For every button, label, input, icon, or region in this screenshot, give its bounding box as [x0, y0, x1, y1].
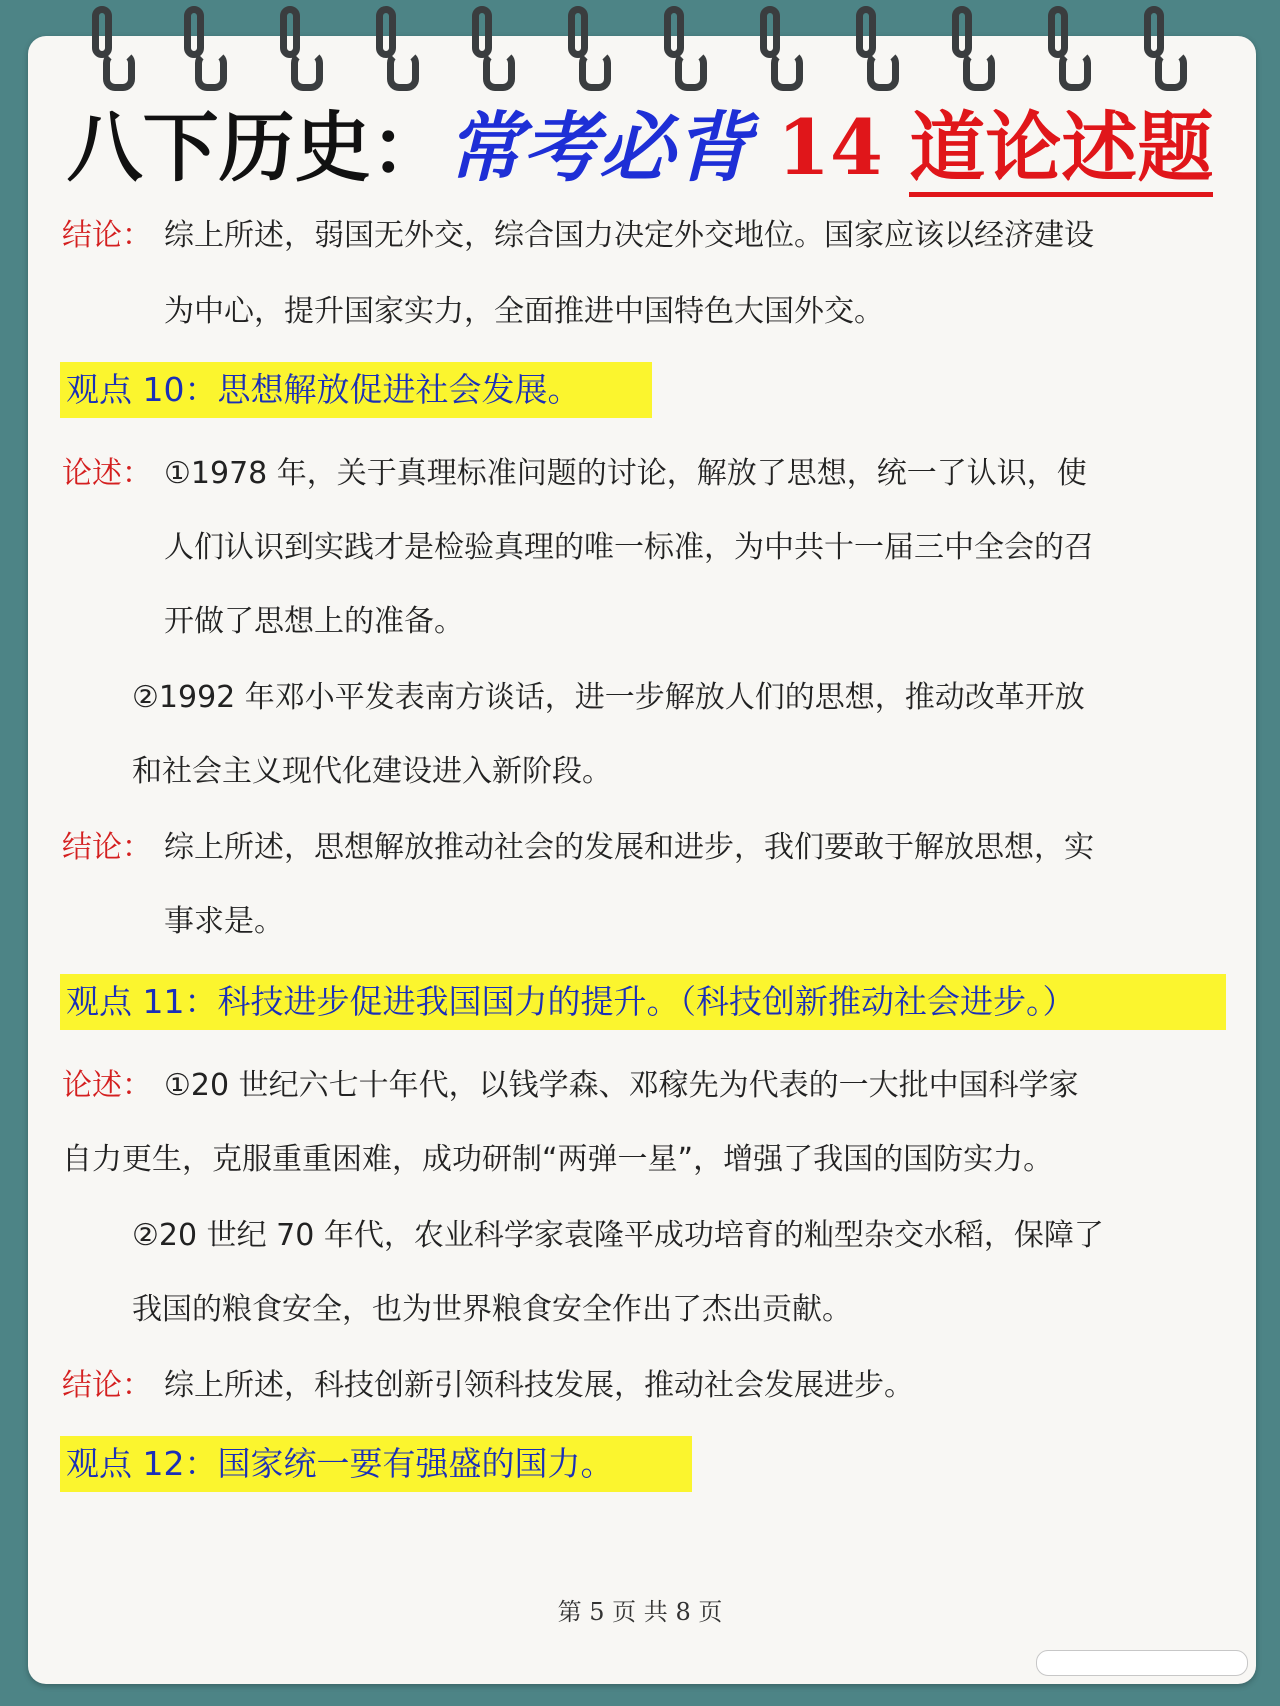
binder-ring — [664, 6, 684, 58]
binder-rings — [0, 0, 1280, 80]
binder-ring — [92, 6, 112, 58]
conclusion-label: 结论： — [62, 830, 152, 865]
title-number: 14 — [777, 103, 883, 192]
binder-ring — [280, 6, 300, 58]
conclusion-text: 综上所述，思想解放推动社会的发展和进步，我们要敢于解放思想，实 — [164, 830, 1094, 865]
title-topic: 道论述题 — [909, 103, 1213, 197]
argument-text: 人们认识到实践才是检验真理的唯一标准，为中共十一届三中全会的召 — [164, 530, 1094, 565]
argument-text: ①20 世纪六七十年代，以钱学森、邓稼先为代表的一大批中国科学家 — [164, 1068, 1079, 1103]
binder-ring — [568, 6, 588, 58]
argument-text: ②20 世纪 70 年代，农业科学家袁隆平成功培育的籼型杂交水稻，保障了 — [132, 1218, 1104, 1253]
viewpoint-heading: 观点 10：思想解放促进社会发展。 — [60, 362, 652, 418]
argument-text: ①1978 年，关于真理标准问题的讨论，解放了思想，统一了认识，使 — [164, 456, 1087, 491]
page-number: 第 5 页 共 8 页 — [557, 1598, 723, 1626]
binder-ring — [184, 6, 204, 58]
binder-ring — [856, 6, 876, 58]
argument-text: 和社会主义现代化建设进入新阶段。 — [132, 754, 612, 789]
argument-text: 开做了思想上的准备。 — [164, 604, 464, 639]
binder-ring — [472, 6, 492, 58]
home-indicator — [1036, 1650, 1248, 1676]
title-highlight: 常考必背 — [446, 103, 751, 192]
page-title — [0, 100, 1280, 196]
conclusion-text: 为中心，提升国家实力，全面推进中国特色大国外交。 — [164, 294, 884, 329]
argument-label: 论述： — [62, 1068, 152, 1103]
argument-label: 论述： — [62, 456, 152, 491]
conclusion-label: 结论： — [62, 218, 152, 253]
argument-text: ②1992 年邓小平发表南方谈话，进一步解放人们的思想，推动改革开放 — [132, 680, 1085, 715]
argument-text: 我国的粮食安全，也为世界粮食安全作出了杰出贡献。 — [132, 1292, 852, 1327]
binder-ring — [952, 6, 972, 58]
binder-ring — [376, 6, 396, 58]
binder-ring — [760, 6, 780, 58]
viewpoint-heading: 观点 11：科技进步促进我国国力的提升。（科技创新推动社会进步。） — [60, 974, 1226, 1030]
binder-ring — [1048, 6, 1068, 58]
argument-text: 自力更生，克服重重困难，成功研制“两弹一星”，增强了我国的国防实力。 — [62, 1142, 1054, 1177]
conclusion-text: 综上所述，弱国无外交，综合国力决定外交地位。国家应该以经济建设 — [164, 218, 1094, 253]
conclusion-label: 结论： — [62, 1368, 152, 1403]
title-subject: 八下历史： — [66, 103, 447, 192]
conclusion-text: 综上所述，科技创新引领科技发展，推动社会发展进步。 — [164, 1368, 914, 1403]
viewpoint-heading: 观点 12：国家统一要有强盛的国力。 — [60, 1436, 692, 1492]
conclusion-text: 事求是。 — [164, 904, 284, 939]
binder-ring — [1144, 6, 1164, 58]
